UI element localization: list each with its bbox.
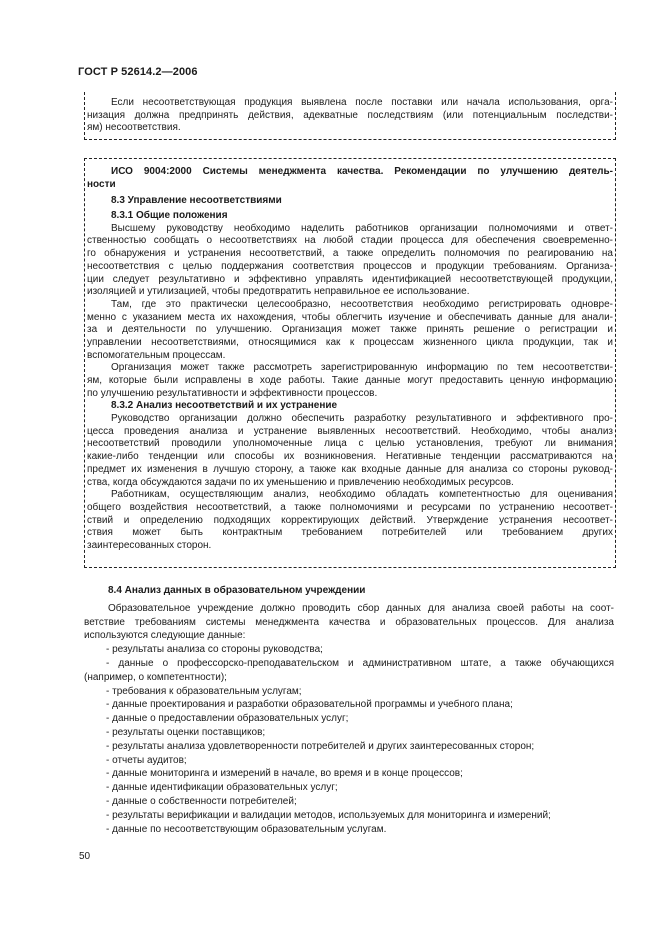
text-line: ства, когда обсуждаются задачи по их уменьшению и привлечению необходимых ресурсов. xyxy=(87,476,514,488)
text-line: ям, которые были исправлены в ходе работы. Такие данные могут предоставить ценную информацию xyxy=(87,375,613,386)
list-item: - данные по несоответствующим образовательным услугам. xyxy=(106,823,387,835)
quote-title: ИСО 9004:2000 Системы менеджмента качества. Рекомендации по улучшению деятель- xyxy=(111,166,613,177)
document-header: ГОСТ Р 52614.2—2006 xyxy=(78,66,198,78)
text-line: менно с указанием места их нахождения, чтобы облегчить изучение и обеспечивать данные для анали- xyxy=(87,311,613,323)
section-heading-8-3-2: 8.3.2 Анализ несоответствий и их устранение xyxy=(111,400,338,412)
text-line: Работникам, осуществляющим анализ, необходимо обладать компетентностью для оценивания xyxy=(111,489,613,501)
text-line: Если несоответствующая продукция выявлена после поставки или начала использования, орга- xyxy=(111,97,613,108)
text-line: Высшему руководству необходимо наделить работников организации полномочиями и ответ- xyxy=(111,222,613,234)
text-line: используются следующие данные: xyxy=(84,630,246,642)
list-item-continuation: (например, о компетентности); xyxy=(84,671,227,683)
text-line: низация должна предпринять действия, адекватные последствиям (или потенциальным последстви- xyxy=(87,109,613,121)
page-number: 50 xyxy=(79,851,91,862)
text-line: Там, где это практически целесообразно, несоответствия необходимо регистрировать одновре- xyxy=(111,298,613,310)
section-8-4 xyxy=(84,584,614,836)
list-item: - данные мониторинга и измерений в начале, во время и в конце процессов; xyxy=(106,768,463,780)
text-line: несоответствия с целью поддержания соответствия процессов и продукции требованиям. Организа- xyxy=(87,260,613,272)
text-line: за и деятельности по улучшению. Организация может также принять решение о регистрации и xyxy=(87,324,613,336)
text-line: ствия может быть контрактным требованием потребителей или требованием других xyxy=(87,527,613,539)
text-line: Организация может также рассмотреть зарегистрированную информацию по тем несоответстви- xyxy=(111,362,613,374)
section-heading-8-4: 8.4 Анализ данных в образовательном учреждении xyxy=(108,585,366,596)
list-item: - данные идентификации образовательных услуг; xyxy=(106,782,338,794)
text-line: го обнаружения и устранения несоответствий, а также определить полномочия по реагированию на xyxy=(87,248,613,260)
list-item: - требования к образовательным услугам; xyxy=(106,685,302,697)
text-line: цесса проведения анализа и устранение выявленных несоответствий. Необходимо, чтобы анализ xyxy=(87,425,613,437)
quote-title: ности xyxy=(87,178,116,190)
text-line: заинтересованных сторон. xyxy=(87,539,212,551)
quoted-text-box-top xyxy=(84,92,616,140)
text-line: ветствие требованиям системы менеджмента качества и образовательных процессов. Для анализа xyxy=(84,616,614,628)
text-line: Образовательное учреждение должно проводить сбор данных для анализа своей работы на соот- xyxy=(108,602,614,614)
text-line: Руководство организации должно обеспечить разработку результативного и эффективного про- xyxy=(111,413,613,425)
list-item: - результаты оценки поставщиков; xyxy=(106,726,266,738)
list-item: - результаты анализа удовлетворенности потребителей и других заинтересованных сторон; xyxy=(106,740,535,752)
text-line: какие-либо тенденции или способы их возникновения. Негативные тенденции рассматриваются на xyxy=(87,451,613,463)
text-line: ям) несоответствия. xyxy=(87,122,181,134)
section-heading-8-3-1: 8.3.1 Общие положения xyxy=(111,210,228,222)
text-line: ции следует результативно и эффективно управлять идентификацией несоответствующей продукции, xyxy=(87,273,613,285)
text-line: изоляцией и утилизацией, чтобы предотвратить неправильное ее использование. xyxy=(87,286,470,298)
iso-9004-quote-box xyxy=(84,158,616,568)
text-line: управлении несоответствиями, относящимися как к процессам жизненного цикла продукции, так и xyxy=(87,336,613,348)
list-item: - результаты анализа со стороны руководства; xyxy=(106,644,323,656)
text-line: по улучшению результативности и эффективности процессов. xyxy=(87,387,378,399)
text-line: несоответствий проводили уполномоченные лица с целью установления, требуют ли внимания xyxy=(87,438,613,450)
list-item: - данные о собственности потребителей; xyxy=(106,795,297,807)
list-item: - данные о профессорско-преподавательском и административном штате, а также обучающихся xyxy=(106,657,614,669)
text-line: ствий и определению подходящих корректирующих действий. Утверждение устранения несоответ- xyxy=(87,514,613,526)
text-line: предмет их изменения в лучшую сторону, а также как входные данные для анализа со стороны руковод- xyxy=(87,463,613,475)
text-line: ственностью сообщать о несоответствиях на любой стадии процесса для обеспечения своевременно- xyxy=(87,235,613,247)
list-item: - данные проектирования и разработки образовательной программы и учебного плана; xyxy=(106,699,513,711)
list-item: - данные о предоставлении образовательных услуг; xyxy=(106,713,349,725)
list-item: - отчеты аудитов; xyxy=(106,754,187,766)
list-item: - результаты верификации и валидации методов, используемых для мониторинга и измерений; xyxy=(106,809,551,821)
text-line: общего воздействия несоответствий, а также полномочиями и ресурсами по устранению несоответ- xyxy=(87,501,613,513)
text-line: вспомогательным процессам. xyxy=(87,349,226,361)
section-heading-8-3: 8.3 Управление несоответствиями xyxy=(111,195,282,207)
